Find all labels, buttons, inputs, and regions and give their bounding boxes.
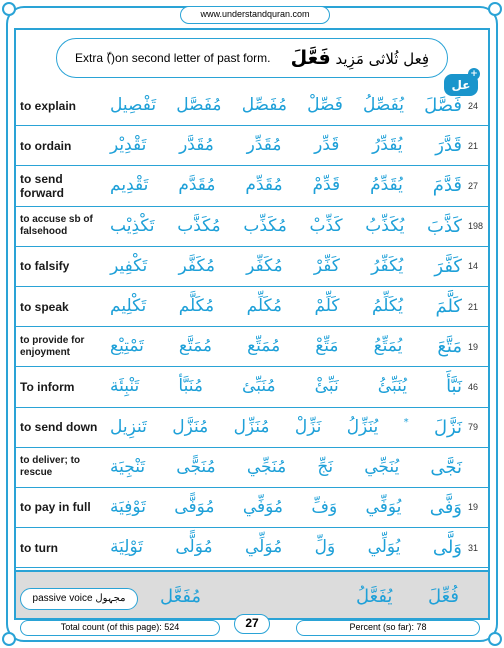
corner-ornament-icon (2, 2, 16, 16)
present-form: يُقَدِّمُ (370, 175, 403, 196)
verb-row (16, 327, 488, 367)
passive-participle: مُفَعَّل (160, 586, 202, 607)
verb-meaning: to speak (20, 299, 69, 314)
verb-forms (106, 336, 466, 357)
past-form: نَزَّلَ (433, 416, 462, 438)
present-form: يُنَجِّي (364, 456, 400, 477)
active-participle: مُفَصِّل (241, 95, 288, 116)
occurrence-count: 21 (468, 301, 479, 312)
corner-ornament-icon (488, 2, 502, 16)
imperative-form: نَجِّ (317, 456, 334, 477)
verb-row (16, 287, 488, 327)
present-form: يُفَصِّلُ (363, 95, 404, 116)
passive-participle: مُقَدَّم (178, 175, 216, 196)
imperative-form: وَلِّ (314, 537, 336, 558)
verb-row (16, 126, 488, 166)
verbal-noun: تَكْذِيْب (110, 215, 155, 236)
imperative-form: نَبِّئْ (314, 376, 339, 397)
verb-table (16, 86, 488, 568)
imperative-form: مَتِّعْ (315, 336, 339, 357)
verb-meaning: to explain (20, 98, 77, 113)
verbal-noun: تَنْجِيَة (110, 456, 146, 477)
verb-forms (106, 537, 466, 558)
active-participle: مُكَلِّم (246, 296, 283, 317)
verb-forms (106, 216, 466, 237)
verbal-noun: تَكْفِير (110, 255, 148, 276)
page-number: 27 (234, 614, 270, 634)
verb-meaning: to deliver; to rescue (20, 455, 81, 479)
verb-meaning: to falsify (20, 259, 70, 274)
present-form: يُكَذِّبُ (365, 215, 405, 236)
active-participle: مُنَجِّي (246, 456, 287, 477)
verb-row (16, 86, 488, 126)
header-pattern: فَعَّلَ (290, 47, 331, 69)
past-form: كَفَّرَ (434, 255, 462, 277)
root-badge: عل + (444, 74, 478, 96)
header-arabic-title: فِعل ثُلاثی مَزِید فَعَّلَ (290, 47, 429, 69)
verb-meaning: to ordain (20, 138, 72, 153)
active-participle: مُنَبِّئ (242, 376, 276, 397)
occurrence-count: 19 (468, 502, 479, 513)
present-form: يُكَفِّرُ (371, 255, 404, 276)
active-participle: مُنَزِّل (233, 416, 270, 437)
verb-meaning: to send down (20, 420, 98, 435)
total-count: Total count (of this page): 524 (20, 620, 220, 636)
passive-participle: مُنَبَّأ (178, 376, 203, 397)
website-url[interactable]: www.understandquran.com (180, 6, 330, 24)
passive-past: فُعِّلَ (428, 586, 459, 607)
past-form: وَلَّى (432, 537, 462, 559)
present-form: يُقَدِّرُ (372, 135, 403, 156)
verb-meaning: to provide for enjoyment (20, 334, 85, 358)
present-form: يُمَتِّعُ (373, 336, 403, 357)
occurrence-count: 198 (468, 221, 484, 232)
footnote-star: * (403, 416, 409, 428)
present-form: يُوَلِّي (367, 537, 401, 558)
imperative-form: قَدِّر (314, 135, 340, 156)
verb-row (16, 367, 488, 407)
corner-ornament-icon (488, 632, 502, 646)
past-form: نَبَّأَ (446, 376, 462, 398)
passive-participle: مُنَزَّل (172, 416, 209, 437)
verb-forms (106, 95, 466, 116)
active-participle: مُوَفِّي (242, 496, 283, 517)
lesson-header (56, 38, 448, 78)
passive-participle: مُمَتَّع (178, 336, 213, 357)
verbal-noun: تَفْصِيل (110, 95, 157, 116)
past-form: قَدَّرَ (435, 135, 462, 157)
past-form: نَجَّى (430, 456, 462, 478)
verb-forms (106, 497, 466, 518)
past-form: كَلَّمَ (435, 296, 462, 318)
past-form: فَصَّلَ (424, 95, 462, 117)
passive-voice-label: passive voice مجہول (20, 588, 138, 610)
verbal-noun: تَوْفِيَة (110, 496, 146, 517)
header-english-note: Extra ()on second letter of past form. (75, 51, 271, 65)
occurrence-count: 27 (468, 180, 479, 191)
present-form: يُوَفِّي (365, 496, 402, 517)
verb-forms (106, 256, 466, 277)
passive-participle: مُكَلَّم (178, 296, 215, 317)
passive-participle: مُفَصَّل (176, 95, 222, 116)
occurrence-count: 21 (468, 140, 479, 151)
occurrence-count: 31 (468, 542, 479, 553)
past-form: مَتَّعَ (437, 336, 462, 358)
past-form: كَذَّبَ (427, 215, 462, 237)
verb-meaning: To inform (20, 379, 75, 394)
active-participle: مُكَذِّب (243, 215, 287, 236)
verbal-noun: تَنزِيل (110, 416, 147, 437)
occurrence-count: 19 (468, 341, 479, 352)
present-form: يُكَلِّمُ (371, 296, 404, 317)
passive-participle: مُقَدَّر (179, 135, 214, 156)
plus-icon: + (468, 68, 480, 80)
verb-forms (106, 135, 466, 156)
passive-participle: مُكَفَّر (178, 255, 215, 276)
corner-ornament-icon (2, 632, 16, 646)
verb-row (16, 166, 488, 206)
verb-row (16, 488, 488, 528)
verbal-noun: تَقْدِيْر (110, 135, 147, 156)
occurrence-count: 24 (468, 100, 479, 111)
passive-participle: مُكَذَّب (177, 215, 221, 236)
imperative-form: كَفِّرْ (313, 255, 340, 276)
verb-row (16, 247, 488, 287)
imperative-form: قَدِّمْ (312, 175, 341, 196)
verb-forms (106, 457, 466, 478)
verb-forms (106, 296, 466, 317)
occurrence-count: 46 (468, 381, 479, 392)
active-participle: مُمَتِّع (247, 336, 281, 357)
active-participle: مُقَدِّر (246, 135, 282, 156)
passive-participle: مُوَلًّى (175, 537, 213, 558)
active-participle: مُوَلِّي (245, 537, 283, 558)
verb-row (16, 528, 488, 568)
active-participle: مُقَدِّم (245, 175, 283, 196)
verb-meaning: to pay in full (20, 500, 91, 515)
verb-forms (106, 376, 466, 397)
verb-row (16, 207, 488, 247)
verb-forms (106, 175, 466, 196)
present-form: يُنَبِّئُ (377, 376, 407, 397)
verbal-noun: تَكْلِيم (110, 296, 147, 317)
verb-meaning: to turn (20, 540, 58, 555)
verb-row (16, 448, 488, 488)
past-form: وَفَّى (429, 496, 462, 518)
active-participle: مُكَفِّر (246, 255, 283, 276)
verbal-noun: تَقْدِيم (110, 175, 149, 196)
verb-meaning: to accuse sb of falsehood (20, 214, 93, 238)
imperative-form: كَلِّمْ (314, 296, 340, 317)
passive-participle: مُوَفًّى (174, 496, 215, 517)
passive-present: يُفَعَّلُ (356, 586, 393, 607)
verbal-noun: تَمْتِيْع (110, 336, 144, 357)
verb-meaning: to send forward (20, 171, 65, 200)
percent-so-far: Percent (so far): 78 (296, 620, 480, 636)
past-form: قَدَّمَ (432, 175, 462, 197)
imperative-form: فَصِّلْ (307, 95, 343, 116)
imperative-form: كَذِّبْ (309, 215, 343, 236)
occurrence-count: 79 (468, 422, 479, 433)
verbal-noun: تَنْبِئَة (110, 376, 140, 397)
verbal-noun: تَوْلِيَة (110, 537, 143, 558)
verb-forms (106, 417, 466, 438)
occurrence-count: 14 (468, 261, 479, 272)
imperative-form: نَزِّلْ (294, 416, 322, 437)
passive-participle: مُنَجًّى (176, 456, 216, 477)
present-form: يُنَزِّلُ (346, 416, 379, 437)
verb-row (16, 408, 488, 448)
imperative-form: وَفِّ (311, 496, 338, 517)
